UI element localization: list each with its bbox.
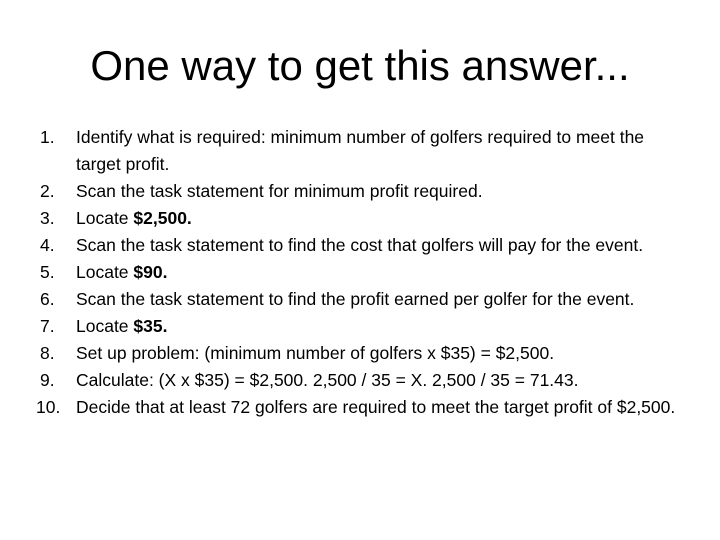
step-amount: $2,500. (133, 208, 192, 228)
step-text-segment: Locate (76, 262, 134, 282)
step-text (76, 235, 643, 255)
step-item (40, 124, 680, 178)
step-item (40, 286, 680, 313)
step-text-segment: Calculate: (X x $35) = $2,500. 2,500 / 35 = X. 2,500 / 35 = 71.43. (76, 370, 579, 390)
step-text (76, 370, 579, 390)
step-text-segment: Decide that at least 72 golfers are required to meet the target profit of $2,500. (76, 397, 676, 417)
step-number: 10. (36, 397, 61, 417)
step-text (76, 289, 634, 309)
step-item (40, 205, 680, 232)
step-text (76, 397, 675, 417)
step-number: 8. (40, 343, 55, 363)
step-text-segment: Scan the task statement for minimum profit required. (76, 181, 483, 201)
step-item (40, 367, 680, 394)
step-number: 3. (40, 208, 55, 228)
step-item (36, 394, 680, 421)
step-number: 9. (40, 370, 55, 390)
step-item (40, 313, 680, 340)
step-text-segment: Set up problem: (minimum number of golfers x $35) = $2,500. (76, 343, 555, 363)
step-text (76, 181, 483, 201)
step-amount: $90. (133, 262, 168, 282)
step-text (76, 127, 644, 174)
step-text (76, 316, 167, 336)
step-text-segment: Scan the task statement to find the profit earned per golfer for the event. (76, 289, 635, 309)
step-item (40, 178, 680, 205)
step-number: 7. (40, 316, 55, 336)
step-text (76, 262, 167, 282)
step-item (40, 340, 680, 367)
step-number: 4. (40, 235, 55, 255)
step-text-segment: Identify what is required: minimum number of golfers required to meet the target profit. (76, 127, 645, 174)
steps-list (36, 124, 680, 421)
step-amount: $35. (133, 316, 168, 336)
step-text (76, 208, 192, 228)
slide-title: One way to get this answer... (90, 42, 630, 89)
step-number: 5. (40, 262, 55, 282)
step-number: 6. (40, 289, 55, 309)
step-number: 1. (40, 127, 55, 147)
step-text (76, 343, 554, 363)
step-number: 2. (40, 181, 55, 201)
step-item (40, 232, 680, 259)
step-item (40, 259, 680, 286)
step-text-segment: Scan the task statement to find the cost that golfers will pay for the event. (76, 235, 644, 255)
step-text-segment: Locate (76, 316, 134, 336)
step-text-segment: Locate (76, 208, 134, 228)
